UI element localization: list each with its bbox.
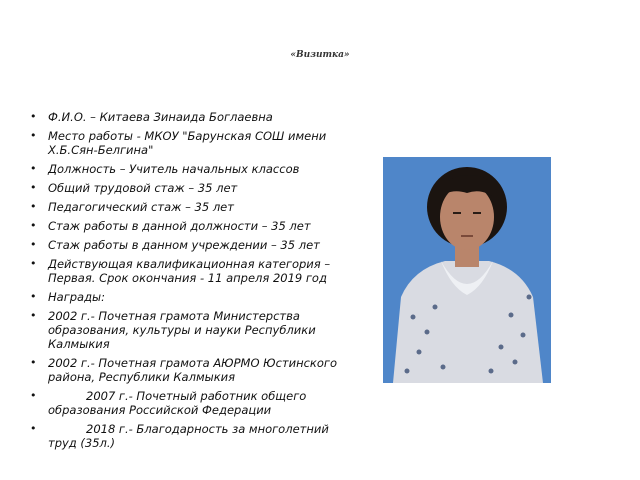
list-item [28,422,358,450]
bullet-icon: • [30,181,37,194]
bullet-icon: • [30,200,37,213]
bullet-icon: • [30,422,37,435]
bullet-icon: • [30,389,37,402]
list-item-text: 2007 г.- Почетный работник общего образования Российской Федерации [48,389,307,417]
list-item [28,257,358,285]
bullet-icon: • [30,110,37,123]
list-item-text: Должность – Учитель начальных классов [48,162,300,176]
info-list [28,110,358,455]
list-item-text: Награды: [48,290,105,304]
list-item-text: Место работы - МКОУ "Барунская СОШ имени Х.Б.Сян-Белгина" [48,129,327,157]
mouth [461,235,473,237]
list-item-text: Стаж работы в данной должности – 35 лет [48,219,311,233]
bullet-icon: • [30,162,37,175]
portrait-photo [383,157,551,383]
bullet-icon: • [30,257,37,270]
list-item-text: 2018 г.- Благодарность за многолетний труд (35л.) [48,422,329,450]
bullet-icon: • [30,238,37,251]
list-item [28,309,358,351]
portrait-image [383,157,551,383]
list-item [28,200,358,214]
list-item [28,219,358,233]
list-item-text: Ф.И.О. – Китаева Зинаида Боглаевна [48,110,273,124]
bullet-icon: • [30,309,37,322]
right-eye [473,212,481,214]
list-item-text: Педагогический стаж – 35 лет [48,200,234,214]
face-shape [440,184,494,250]
bullet-icon: • [30,219,37,232]
list-item-text: Действующая квалификационная категория – Первая. Срок окончания - 11 апреля 2019 год [48,257,331,285]
list-item [28,389,358,417]
bullet-icon: • [30,129,37,142]
list-item-text: Стаж работы в данном учреждении – 35 лет [48,238,320,252]
slide-title: «Визитка» [290,50,350,60]
list-item-text: 2002 г.- Почетная грамота Министерства образования, культуры и науки Республики Калмыкия [48,309,316,351]
bullet-icon: • [30,290,37,303]
list-item [28,110,358,124]
list-item-text: 2002 г.- Почетная грамота АЮРМО Юстинского района, Республики Калмыкия [48,356,337,384]
bullet-icon: • [30,356,37,369]
list-item [28,356,358,384]
list-item [28,129,358,157]
list-item-text: Общий трудовой стаж – 35 лет [48,181,238,195]
list-item [28,181,358,195]
blouse-shape [393,261,543,383]
list-item [28,290,358,304]
list-item [28,162,358,176]
left-eye [453,212,461,214]
list-item [28,238,358,252]
